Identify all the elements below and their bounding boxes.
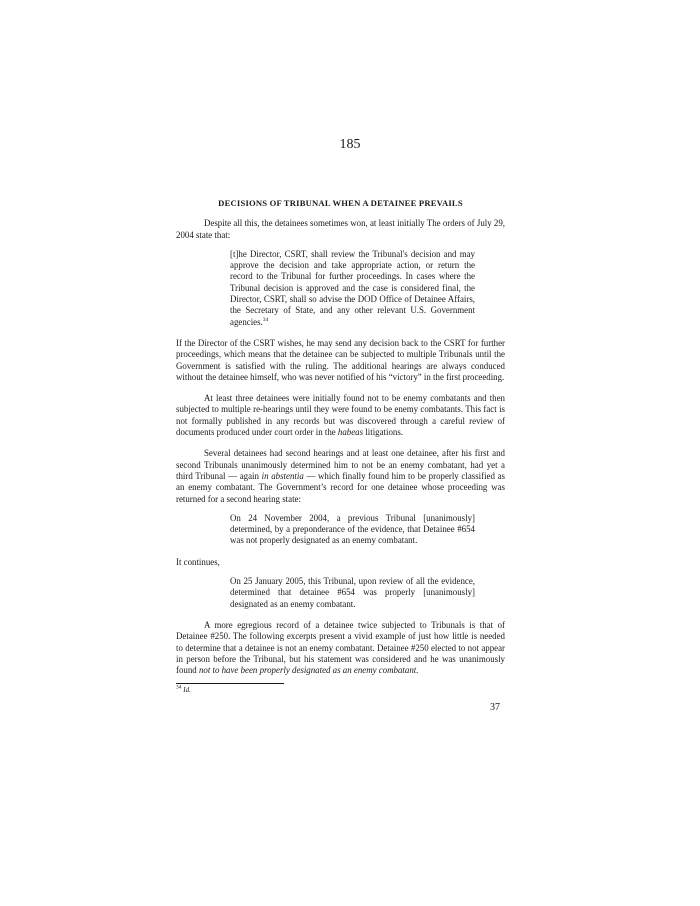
paragraph-3 <box>176 393 505 438</box>
paragraph-2: If the Director of the CSRT wishes, he may send any decision back to the CSRT for further proceedings, which means that the detainee can be subjected to multiple Tribunals until the Government is satisfied with the ruling. The additional hearings are always conduced without the detainee himself, who was never notified of his “victory” in the first proceeding. <box>176 337 505 382</box>
block-quote-1 <box>230 249 475 328</box>
paragraph-3-text-a: At least three detainees were initially found not to be enemy combatants and then subjected to multiple re-hearings until they were found to be enemy combatants. This fact is not formally published in any records but was discovered through a careful review of documents produced under court order in the <box>176 393 505 438</box>
footnote-number: 34 <box>176 685 182 692</box>
paragraph-5: It continues, <box>176 556 220 567</box>
block-quote-3: On 25 January 2005, this Tribunal, upon review of all the evidence, determined that detainee #654 was properly [unanimously] designated as an enemy combatant. <box>230 576 475 609</box>
paragraph-6-italic: not to have been properly designated as an enemy combatant. <box>198 665 419 676</box>
page-body <box>176 198 505 695</box>
block-quote-2: On 24 November 2004, a previous Tribunal [unanimously] determined, by a preponderance of the evidence, that Detainee #654 was not properly designated as an enemy combatant. <box>230 512 475 546</box>
paragraph-3-italic: habeas <box>337 427 364 438</box>
paragraph-3-text-b: litigations. <box>363 427 404 438</box>
paragraph-6 <box>176 620 505 676</box>
page-number-top: 185 <box>339 137 361 152</box>
paragraph-1: Despite all this, the detainees sometimes won, at least initially The orders of July 29, 2004 state that: <box>176 218 505 240</box>
paragraph-4-text-b: — which finally found him to be properly classified as an enemy combatant. The Government’s record for one detainee whose proceeding was returned for a second hearing state: <box>176 470 505 504</box>
footnote-text: Id. <box>183 686 191 695</box>
block-quote-1-text: [t]he Director, CSRT, shall review the Tribunal's decision and may approve the decision and take appropriate action, or return the record to the Tribunal for further proceedings. In cases where the Tribunal decision is approved and the case is considered final, the Director, CSRT, shall so advise the DOD Office of Detainee Affairs, the Secretary of State, and any other relevant U.S. Government agencies. <box>230 248 475 327</box>
footnote-34 <box>176 686 505 695</box>
paragraph-6-text-a: A more egregious record of a detainee twice subjected to Tribunals is that of Detainee #250. The following excerpts present a vivid example of just how little is needed to determine that a detainee is not an enemy combatant. Detainee #250 elected to not appear in person before the Tribunal, but his statement was considered and he was unanimously found <box>176 619 505 676</box>
paragraph-4-text-a: Several detainees had second hearings and at least one detainee, after his first and second Tribunals unanimously determined him to not be an enemy combatant, had yet a third Tribunal — again <box>176 448 505 481</box>
paragraph-4-italic: in abstentia <box>261 470 304 481</box>
page-number-bottom: 37 <box>490 702 500 713</box>
footnote-ref-34: 34 <box>262 316 269 323</box>
section-heading: DECISIONS OF TRIBUNAL WHEN A DETAINEE PREVAILS <box>218 198 463 208</box>
paragraph-4 <box>176 448 505 504</box>
footnote-divider <box>176 683 284 684</box>
